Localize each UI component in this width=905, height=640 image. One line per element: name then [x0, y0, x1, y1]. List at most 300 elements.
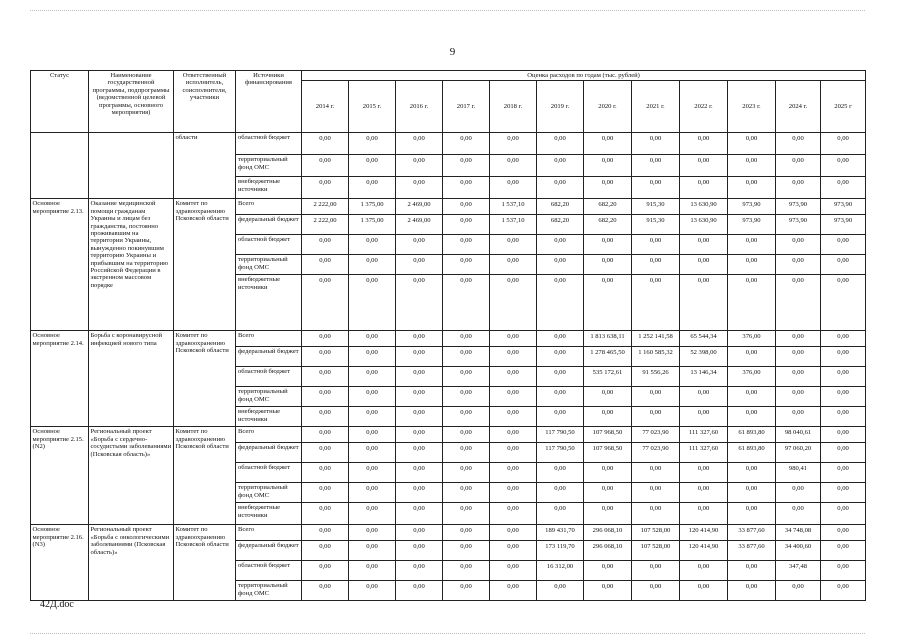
cell-value: 61 893,80 — [728, 427, 776, 443]
cell-value: 0,00 — [396, 581, 443, 601]
cell-value: 0,00 — [443, 235, 490, 255]
cell-value: 0,00 — [584, 177, 632, 199]
cell-value: 0,00 — [396, 347, 443, 367]
cell-name: Региональный проект «Борьба с онкологическими заболеваниями (Псковская область)» — [89, 525, 174, 601]
cell-source: областной бюджет — [236, 561, 302, 581]
cell-value: 0,00 — [776, 331, 821, 347]
cell-value: 973,90 — [776, 215, 821, 235]
cell-value: 0,00 — [396, 443, 443, 463]
cell-value: 973,90 — [821, 215, 866, 235]
cell-value: 0,00 — [632, 235, 680, 255]
cell-value: 0,00 — [776, 483, 821, 503]
cell-value: 0,00 — [821, 483, 866, 503]
header-executor: Ответственный исполнитель, соисполнители, участники — [174, 71, 236, 133]
cell-executor: области — [174, 133, 236, 199]
cell-value: 0,00 — [584, 561, 632, 581]
cell-value: 0,00 — [490, 155, 537, 177]
cell-value: 0,00 — [584, 463, 632, 483]
cell-value: 0,00 — [632, 561, 680, 581]
cell-value: 0,00 — [680, 255, 728, 275]
cell-value: 0,00 — [396, 463, 443, 483]
cell-value: 0,00 — [443, 133, 490, 155]
cell-value: 98 040,61 — [776, 427, 821, 443]
cell-value: 0,00 — [349, 407, 396, 427]
cell-value: 0,00 — [443, 155, 490, 177]
cell-value: 120 414,90 — [680, 525, 728, 541]
cell-value: 0,00 — [680, 503, 728, 525]
cell-value: 0,00 — [537, 503, 584, 525]
cell-value: 0,00 — [349, 443, 396, 463]
cell-value: 77 023,90 — [632, 427, 680, 443]
cell-value: 0,00 — [349, 503, 396, 525]
cell-value: 682,20 — [537, 215, 584, 235]
cell-value: 376,00 — [728, 331, 776, 347]
cell-value: 0,00 — [443, 367, 490, 387]
cell-value: 0,00 — [349, 561, 396, 581]
cell-value: 0,00 — [537, 367, 584, 387]
cell-source: внебюджетные источники — [236, 407, 302, 427]
cell-value: 0,00 — [632, 133, 680, 155]
cell-value: 0,00 — [537, 463, 584, 483]
cell-value: 0,00 — [728, 463, 776, 483]
cell-value: 1 278 465,50 — [584, 347, 632, 367]
cell-name: Оказание медицинской помощи гражданам Украины и лицам без гражданства, постоянно проживавшим на территории Украины, вынужденно покинувшим территорию Украины и прибывшим на территорию Российской Федерации в экстренном массовом порядке — [89, 199, 174, 331]
cell-value: 0,00 — [537, 133, 584, 155]
cell-value: 0,00 — [302, 561, 349, 581]
cell-value: 0,00 — [632, 483, 680, 503]
cell-value: 0,00 — [680, 275, 728, 331]
cell-source: федеральный бюджет — [236, 347, 302, 367]
cell-value: 117 790,50 — [537, 443, 584, 463]
cell-value: 0,00 — [680, 177, 728, 199]
cell-value: 107 528,00 — [632, 541, 680, 561]
cell-value: 0,00 — [490, 347, 537, 367]
cell-value: 296 068,10 — [584, 541, 632, 561]
cell-source: областной бюджет — [236, 235, 302, 255]
cell-value: 0,00 — [443, 561, 490, 581]
cell-value: 0,00 — [349, 387, 396, 407]
cell-value: 0,00 — [680, 235, 728, 255]
header-year: 2022 г. — [680, 81, 728, 133]
cell-value: 0,00 — [349, 177, 396, 199]
cell-value: 0,00 — [728, 177, 776, 199]
cell-value: 0,00 — [632, 407, 680, 427]
cell-value: 0,00 — [490, 503, 537, 525]
bottom-scan-rule — [30, 633, 865, 634]
cell-source: областной бюджет — [236, 463, 302, 483]
cell-value: 0,00 — [776, 177, 821, 199]
cell-value: 0,00 — [776, 347, 821, 367]
cell-value: 0,00 — [776, 235, 821, 255]
cell-value: 0,00 — [302, 255, 349, 275]
cell-value: 0,00 — [680, 581, 728, 601]
cell-value: 0,00 — [302, 331, 349, 347]
cell-value: 0,00 — [537, 387, 584, 407]
cell-value: 0,00 — [302, 483, 349, 503]
cell-value: 0,00 — [537, 255, 584, 275]
cell-value: 0,00 — [537, 331, 584, 347]
cell-value: 120 414,90 — [680, 541, 728, 561]
cell-value: 61 893,80 — [728, 443, 776, 463]
cell-value: 0,00 — [443, 215, 490, 235]
cell-value: 0,00 — [728, 133, 776, 155]
cell-value: 0,00 — [776, 581, 821, 601]
cell-value: 0,00 — [443, 407, 490, 427]
cell-value: 682,20 — [537, 199, 584, 215]
cell-value: 0,00 — [821, 463, 866, 483]
header-estimate: Оценка расходов по годам (тыс. рублей) — [302, 71, 866, 81]
cell-value: 0,00 — [396, 387, 443, 407]
cell-value: 1 160 585,32 — [632, 347, 680, 367]
cell-value: 0,00 — [584, 155, 632, 177]
cell-value: 0,00 — [821, 541, 866, 561]
cell-value: 0,00 — [537, 581, 584, 601]
cell-value: 915,30 — [632, 215, 680, 235]
cell-value: 1 252 141,58 — [632, 331, 680, 347]
cell-value: 0,00 — [680, 387, 728, 407]
cell-value: 33 877,60 — [728, 525, 776, 541]
page-number: 9 — [449, 46, 456, 58]
cell-source: внебюджетные источники — [236, 177, 302, 199]
cell-value: 0,00 — [396, 235, 443, 255]
cell-value: 0,00 — [584, 483, 632, 503]
cell-value: 0,00 — [776, 255, 821, 275]
header-year: 2020 г. — [584, 81, 632, 133]
cell-value: 0,00 — [396, 525, 443, 541]
cell-value: 117 790,50 — [537, 427, 584, 443]
cell-value: 0,00 — [490, 133, 537, 155]
cell-source: Всего — [236, 427, 302, 443]
cell-value: 97 060,20 — [776, 443, 821, 463]
table-row — [31, 427, 866, 443]
cell-value: 0,00 — [443, 483, 490, 503]
cell-value: 0,00 — [680, 133, 728, 155]
cell-value: 0,00 — [302, 177, 349, 199]
cell-value: 0,00 — [443, 387, 490, 407]
cell-value: 111 327,60 — [680, 443, 728, 463]
cell-value: 0,00 — [584, 581, 632, 601]
cell-value: 296 068,10 — [584, 525, 632, 541]
cell-value: 0,00 — [490, 463, 537, 483]
cell-value: 0,00 — [349, 235, 396, 255]
cell-value: 0,00 — [302, 427, 349, 443]
cell-value: 0,00 — [396, 503, 443, 525]
cell-value: 973,90 — [728, 215, 776, 235]
cell-value: 0,00 — [490, 255, 537, 275]
cell-source: областной бюджет — [236, 133, 302, 155]
cell-value: 0,00 — [302, 463, 349, 483]
header-sources: Источники финансирования — [236, 71, 302, 133]
cell-value: 0,00 — [443, 463, 490, 483]
cell-value: 0,00 — [728, 255, 776, 275]
cell-value: 0,00 — [821, 347, 866, 367]
cell-value: 0,00 — [396, 155, 443, 177]
cell-value: 0,00 — [302, 581, 349, 601]
cell-value: 65 544,34 — [680, 331, 728, 347]
cell-value: 0,00 — [537, 177, 584, 199]
cell-value: 0,00 — [490, 581, 537, 601]
cell-value: 973,90 — [776, 199, 821, 215]
cell-status — [31, 133, 89, 199]
cell-value: 0,00 — [302, 235, 349, 255]
cell-value: 0,00 — [302, 347, 349, 367]
cell-value: 0,00 — [302, 541, 349, 561]
cell-value: 0,00 — [490, 541, 537, 561]
cell-executor: Комитет по здравоохранению Псковской области — [174, 199, 236, 331]
cell-value: 173 119,70 — [537, 541, 584, 561]
expenses-table — [30, 70, 866, 601]
cell-status: Основное мероприятие 2.15. (N2) — [31, 427, 89, 525]
cell-value: 0,00 — [821, 581, 866, 601]
cell-value: 0,00 — [349, 581, 396, 601]
cell-value: 0,00 — [443, 347, 490, 367]
cell-value: 16 312,00 — [537, 561, 584, 581]
cell-value: 2 469,00 — [396, 199, 443, 215]
cell-value: 0,00 — [349, 525, 396, 541]
cell-value: 0,00 — [728, 483, 776, 503]
cell-value: 2 222,00 — [302, 199, 349, 215]
header-year: 2019 г. — [537, 81, 584, 133]
cell-value: 13 630,90 — [680, 199, 728, 215]
cell-value: 0,00 — [302, 387, 349, 407]
cell-value: 0,00 — [349, 483, 396, 503]
cell-value: 0,00 — [349, 427, 396, 443]
cell-value: 0,00 — [821, 525, 866, 541]
cell-value: 13 146,34 — [680, 367, 728, 387]
cell-value: 973,90 — [821, 199, 866, 215]
cell-value: 0,00 — [632, 503, 680, 525]
footer-filename: 42Д.doc — [40, 599, 74, 610]
cell-value: 0,00 — [302, 275, 349, 331]
cell-value: 0,00 — [632, 275, 680, 331]
cell-value: 0,00 — [349, 541, 396, 561]
cell-value: 33 877,60 — [728, 541, 776, 561]
cell-value: 0,00 — [490, 427, 537, 443]
header-year: 2024 г. — [776, 81, 821, 133]
cell-value: 0,00 — [396, 483, 443, 503]
cell-value: 0,00 — [443, 443, 490, 463]
cell-value: 0,00 — [443, 177, 490, 199]
cell-value: 34 748,08 — [776, 525, 821, 541]
cell-source: территориальный фонд ОМС — [236, 155, 302, 177]
table-row — [31, 525, 866, 541]
cell-value: 0,00 — [302, 407, 349, 427]
cell-value: 0,00 — [584, 133, 632, 155]
cell-value: 0,00 — [302, 367, 349, 387]
cell-value: 0,00 — [490, 483, 537, 503]
cell-value: 0,00 — [584, 407, 632, 427]
cell-value: 0,00 — [302, 443, 349, 463]
cell-name — [89, 133, 174, 199]
cell-value: 0,00 — [728, 275, 776, 331]
cell-value: 347,48 — [776, 561, 821, 581]
cell-value: 91 556,26 — [632, 367, 680, 387]
cell-status: Основное мероприятие 2.13. — [31, 199, 89, 331]
cell-value: 107 968,50 — [584, 443, 632, 463]
cell-value: 0,00 — [821, 387, 866, 407]
cell-executor: Комитет по здравоохранению Псковской области — [174, 525, 236, 601]
cell-value: 0,00 — [821, 561, 866, 581]
cell-value: 0,00 — [728, 387, 776, 407]
cell-value: 0,00 — [490, 407, 537, 427]
cell-source: территориальный фонд ОМС — [236, 581, 302, 601]
cell-value: 2 469,00 — [396, 215, 443, 235]
cell-value: 980,41 — [776, 463, 821, 483]
cell-value: 0,00 — [776, 275, 821, 331]
cell-source: территориальный фонд ОМС — [236, 255, 302, 275]
cell-name: Борьба с коронавирусной инфекцией нового типа — [89, 331, 174, 427]
cell-source: внебюджетные источники — [236, 503, 302, 525]
cell-value: 52 398,00 — [680, 347, 728, 367]
header-year: 2015 г. — [349, 81, 396, 133]
cell-value: 376,00 — [728, 367, 776, 387]
header-year: 2014 г. — [302, 81, 349, 133]
cell-value: 111 327,60 — [680, 427, 728, 443]
cell-value: 0,00 — [821, 427, 866, 443]
cell-source: территориальный фонд ОМС — [236, 387, 302, 407]
cell-value: 0,00 — [821, 177, 866, 199]
cell-value: 0,00 — [776, 407, 821, 427]
header-status: Статус — [31, 71, 89, 133]
cell-value: 0,00 — [776, 155, 821, 177]
cell-status: Основное мероприятие 2.14. — [31, 331, 89, 427]
cell-value: 0,00 — [821, 155, 866, 177]
cell-value: 682,20 — [584, 199, 632, 215]
cell-value: 0,00 — [396, 367, 443, 387]
cell-source: федеральный бюджет — [236, 215, 302, 235]
cell-value: 13 630,90 — [680, 215, 728, 235]
cell-value: 0,00 — [776, 133, 821, 155]
cell-value: 0,00 — [396, 133, 443, 155]
cell-status: Основное мероприятие 2.16. (N3) — [31, 525, 89, 601]
cell-value: 0,00 — [728, 581, 776, 601]
cell-value: 0,00 — [680, 155, 728, 177]
cell-value: 0,00 — [821, 443, 866, 463]
cell-value: 0,00 — [349, 155, 396, 177]
cell-source: Всего — [236, 199, 302, 215]
cell-value: 0,00 — [349, 275, 396, 331]
header-year: 2025 г — [821, 81, 866, 133]
cell-value: 77 023,90 — [632, 443, 680, 463]
cell-value: 0,00 — [396, 561, 443, 581]
cell-value: 1 813 638,11 — [584, 331, 632, 347]
cell-value: 107 528,00 — [632, 525, 680, 541]
cell-value: 0,00 — [443, 503, 490, 525]
header-year: 2023 г. — [728, 81, 776, 133]
cell-value: 0,00 — [396, 275, 443, 331]
cell-value: 34 400,60 — [776, 541, 821, 561]
cell-value: 0,00 — [632, 387, 680, 407]
cell-value: 0,00 — [728, 155, 776, 177]
cell-value: 0,00 — [396, 541, 443, 561]
cell-value: 0,00 — [490, 177, 537, 199]
cell-value: 0,00 — [349, 367, 396, 387]
cell-value: 0,00 — [632, 177, 680, 199]
cell-executor: Комитет по здравоохранению Псковской области — [174, 427, 236, 525]
cell-value: 0,00 — [680, 483, 728, 503]
cell-value: 0,00 — [537, 347, 584, 367]
cell-value: 107 968,50 — [584, 427, 632, 443]
cell-value: 1 375,00 — [349, 215, 396, 235]
cell-value: 0,00 — [443, 427, 490, 443]
cell-value: 0,00 — [537, 483, 584, 503]
cell-value: 0,00 — [490, 235, 537, 255]
cell-value: 189 431,70 — [537, 525, 584, 541]
cell-value: 0,00 — [490, 367, 537, 387]
cell-value: 0,00 — [396, 255, 443, 275]
cell-value: 0,00 — [302, 525, 349, 541]
cell-value: 0,00 — [443, 525, 490, 541]
cell-value: 0,00 — [632, 155, 680, 177]
cell-value: 0,00 — [537, 407, 584, 427]
cell-source: федеральный бюджет — [236, 541, 302, 561]
cell-value: 0,00 — [537, 275, 584, 331]
cell-value: 0,00 — [302, 503, 349, 525]
cell-value: 0,00 — [584, 387, 632, 407]
cell-value: 682,20 — [584, 215, 632, 235]
cell-value: 0,00 — [680, 463, 728, 483]
cell-value: 0,00 — [349, 347, 396, 367]
cell-value: 0,00 — [443, 331, 490, 347]
cell-value: 0,00 — [821, 255, 866, 275]
header-year: 2016 г. — [396, 81, 443, 133]
cell-source: внебюджетные источники — [236, 275, 302, 331]
cell-source: территориальный фонд ОМС — [236, 483, 302, 503]
cell-value: 0,00 — [443, 255, 490, 275]
header-year: 2017 г. — [443, 81, 490, 133]
cell-value: 0,00 — [728, 561, 776, 581]
cell-source: федеральный бюджет — [236, 443, 302, 463]
cell-value: 0,00 — [680, 561, 728, 581]
cell-value: 0,00 — [821, 407, 866, 427]
cell-source: Всего — [236, 525, 302, 541]
cell-value: 535 172,61 — [584, 367, 632, 387]
table-row — [31, 133, 866, 155]
cell-value: 0,00 — [396, 177, 443, 199]
cell-value: 0,00 — [821, 367, 866, 387]
header-year: 2018 г. — [490, 81, 537, 133]
cell-value: 0,00 — [821, 275, 866, 331]
header-year: 2021 г. — [632, 81, 680, 133]
cell-value: 0,00 — [396, 427, 443, 443]
table-row — [31, 199, 866, 215]
cell-value: 0,00 — [349, 133, 396, 155]
cell-value: 0,00 — [537, 235, 584, 255]
cell-value: 0,00 — [584, 235, 632, 255]
table-header — [31, 71, 866, 133]
cell-value: 0,00 — [728, 407, 776, 427]
cell-value: 0,00 — [821, 235, 866, 255]
cell-source: областной бюджет — [236, 367, 302, 387]
cell-value: 0,00 — [443, 275, 490, 331]
cell-value: 0,00 — [443, 199, 490, 215]
cell-value: 0,00 — [302, 133, 349, 155]
cell-value: 915,30 — [632, 199, 680, 215]
cell-value: 0,00 — [632, 581, 680, 601]
cell-value: 0,00 — [302, 155, 349, 177]
cell-value: 1 537,10 — [490, 199, 537, 215]
cell-value: 0,00 — [776, 387, 821, 407]
cell-value: 0,00 — [728, 235, 776, 255]
cell-value: 0,00 — [396, 407, 443, 427]
cell-value: 0,00 — [584, 275, 632, 331]
cell-value: 0,00 — [443, 541, 490, 561]
header-name: Наименование государственной программы, подпрограммы (ведомственной целевой программы, основного мероприятия) — [89, 71, 174, 133]
cell-value: 0,00 — [537, 155, 584, 177]
cell-value: 0,00 — [349, 331, 396, 347]
cell-value: 0,00 — [396, 331, 443, 347]
cell-value: 0,00 — [490, 387, 537, 407]
